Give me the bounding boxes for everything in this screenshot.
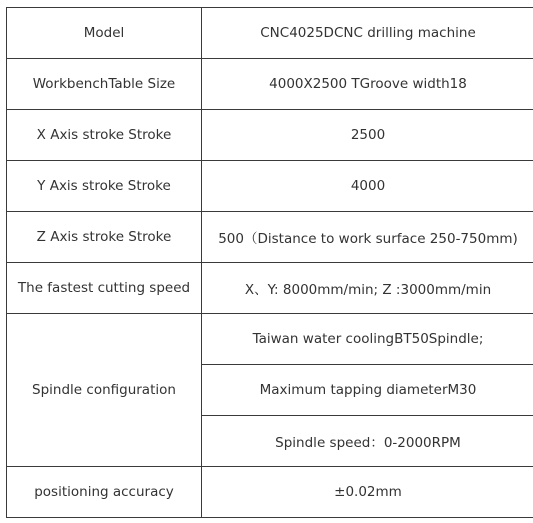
row-label: X Axis stroke Stroke <box>7 110 202 161</box>
row-value: 4000 <box>202 161 533 212</box>
row-value: Maximum tapping diameterM30 <box>202 365 533 416</box>
table-row-workbench-size <box>7 59 533 110</box>
row-value: 500（Distance to work surface 250-750mm) <box>202 212 533 263</box>
row-label: The fastest cutting speed <box>7 263 202 314</box>
row-label: Y Axis stroke Stroke <box>7 161 202 212</box>
spec-table <box>6 7 533 518</box>
row-value: Spindle speed：0-2000RPM <box>202 416 533 467</box>
table-row-x-stroke <box>7 110 533 161</box>
row-value: X、Y: 8000mm/min; Z :3000mm/min <box>202 263 533 314</box>
row-value: ±0.02mm <box>202 467 533 518</box>
table-row-y-stroke <box>7 161 533 212</box>
table-row-positioning-accuracy <box>7 467 533 518</box>
row-label: Model <box>7 8 202 59</box>
row-label: positioning accuracy <box>7 467 202 518</box>
row-label: WorkbenchTable Size <box>7 59 202 110</box>
table-row-spindle-config <box>7 314 533 365</box>
row-label: Z Axis stroke Stroke <box>7 212 202 263</box>
row-value: CNC4025DCNC drilling machine <box>202 8 533 59</box>
table-row-model <box>7 8 533 59</box>
table-row-cutting-speed <box>7 263 533 314</box>
row-label: Spindle configuration <box>7 314 202 467</box>
table-row-z-stroke <box>7 212 533 263</box>
row-value: Taiwan water coolingBT50Spindle; <box>202 314 533 365</box>
row-value: 4000X2500 TGroove width18 <box>202 59 533 110</box>
row-value: 2500 <box>202 110 533 161</box>
